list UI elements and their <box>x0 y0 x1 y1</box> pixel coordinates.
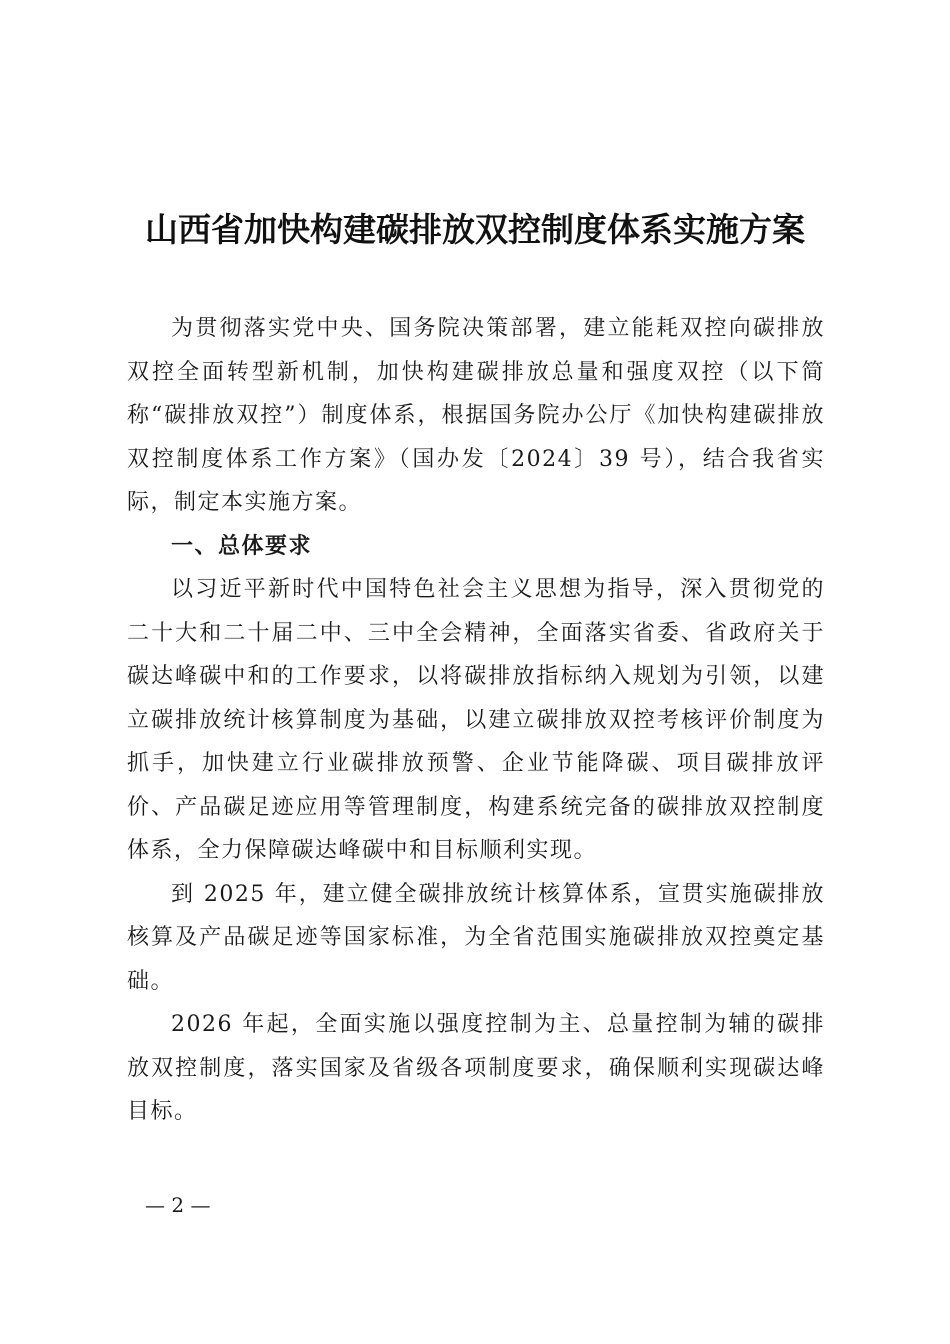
document-title: 山西省加快构建碳排放双控制度体系实施方案 <box>145 210 805 249</box>
page-number: — 2 — <box>145 1193 211 1217</box>
intro-paragraph: 为贯彻落实党中央、国务院决策部署，建立能耗双控向碳排放双控全面转型新机制，加快构建碳排放总量和强度双控（以下简称“碳排放双控”）制度体系，根据国务院办公厅《加快构建碳排放双控制度体系工作方案》（国办发〔2024〕39 号），结合我省实际，制定本实施方案。 <box>127 316 825 515</box>
section-paragraph-2: 到 2025 年，建立健全碳排放统计核算体系，宣贯实施碳排放核算及产品碳足迹等国家标准，为全省范围实施碳排放双控奠定基础。 <box>127 881 825 994</box>
section-paragraph-1: 以习近平新时代中国特色社会主义思想为指导，深入贯彻党的二十大和二十届二中、三中全会精神，全面落实省委、省政府关于碳达峰碳中和的工作要求，以将碳排放指标纳入规划为引领，以建立碳排放统计核算制度为基础，以建立碳排放双控考核评价制度为抓手，加快建立行业碳排放预警、企业节能降碳、项目碳排放评价、产品碳足迹应用等管理制度，构建系统完备的碳排放双控制度体系，全力保障碳达峰碳中和目标顺利实现。 <box>127 577 825 863</box>
document-body <box>127 307 825 1134</box>
section-heading: 一、总体要求 <box>171 533 313 559</box>
section-paragraph-3: 2026 年起，全面实施以强度控制为主、总量控制为辅的碳排放双控制度，落实国家及省级各项制度要求，确保顺利实现碳达峰目标。 <box>127 1012 825 1124</box>
